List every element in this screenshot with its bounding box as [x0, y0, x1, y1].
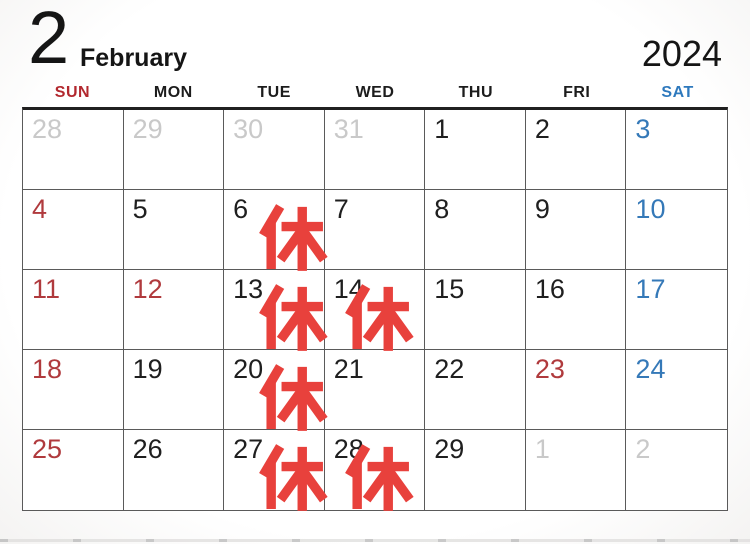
day-cell	[124, 430, 225, 510]
day-number: 3	[635, 114, 651, 144]
day-cell	[626, 350, 727, 430]
day-number: 14	[333, 274, 364, 304]
day-number: 5	[132, 194, 148, 224]
day-cell	[23, 270, 124, 350]
rest-day-mark-icon	[344, 444, 408, 508]
day-number: 15	[434, 274, 465, 304]
day-cell	[626, 270, 727, 350]
day-number: 7	[333, 194, 349, 224]
day-number: 6	[233, 194, 249, 224]
weekday-label-thu: THU	[458, 84, 494, 101]
day-number: 28	[32, 114, 63, 144]
day-number: 30	[233, 114, 264, 144]
rest-day-mark-icon	[258, 204, 322, 268]
day-number: 1	[534, 434, 550, 464]
day-cell	[23, 350, 124, 430]
day-cell	[124, 350, 225, 430]
day-cell	[224, 190, 325, 270]
day-cell	[526, 430, 627, 510]
day-number: 21	[333, 354, 364, 384]
day-number: 24	[635, 354, 666, 384]
rest-day-mark-icon	[344, 284, 408, 348]
day-cell	[224, 430, 325, 510]
day-number: 26	[132, 434, 163, 464]
day-number: 17	[635, 274, 666, 304]
day-cell	[526, 350, 627, 430]
day-number: 10	[635, 194, 666, 224]
weekday-label-tue: TUE	[257, 84, 291, 101]
day-number: 1	[434, 114, 450, 144]
day-cell	[224, 270, 325, 350]
day-cell	[124, 270, 225, 350]
rest-day-mark-icon	[258, 444, 322, 508]
day-cell	[325, 350, 426, 430]
day-number: 28	[333, 434, 364, 464]
day-number: 18	[32, 354, 63, 384]
day-number: 9	[534, 194, 550, 224]
weekday-label-sun: SUN	[54, 84, 91, 101]
day-cell	[425, 270, 526, 350]
day-number: 13	[233, 274, 264, 304]
weekday-label-wed: WED	[355, 84, 395, 101]
day-cell	[526, 270, 627, 350]
day-cell	[325, 110, 426, 190]
day-number: 29	[434, 434, 465, 464]
day-number: 25	[32, 434, 63, 464]
year-label: 2024	[641, 33, 722, 74]
month-number: 2	[28, 0, 68, 79]
day-number: 23	[534, 354, 565, 384]
day-number: 29	[132, 114, 163, 144]
day-number: 22	[434, 354, 465, 384]
day-number: 19	[132, 354, 163, 384]
calendar-grid	[22, 107, 728, 511]
day-cell	[626, 110, 727, 190]
day-cell	[23, 190, 124, 270]
day-number: 2	[534, 114, 550, 144]
day-cell	[224, 110, 325, 190]
day-cell	[626, 190, 727, 270]
day-number: 16	[534, 274, 565, 304]
day-cell	[23, 110, 124, 190]
day-number: 2	[635, 434, 651, 464]
day-cell	[325, 270, 426, 350]
day-number: 27	[233, 434, 264, 464]
weekday-label-fri: FRI	[563, 84, 591, 101]
day-cell	[23, 430, 124, 510]
day-cell	[526, 190, 627, 270]
weekday-label-sat: SAT	[661, 84, 694, 101]
weekday-header-row	[22, 84, 728, 102]
month-name: February	[80, 44, 187, 72]
day-cell	[325, 190, 426, 270]
day-number: 11	[32, 274, 61, 304]
day-cell	[425, 430, 526, 510]
day-cell	[425, 190, 526, 270]
day-cell	[526, 110, 627, 190]
next-page-edge-line	[0, 539, 750, 542]
rest-day-mark-icon	[258, 364, 322, 428]
day-number: 8	[434, 194, 450, 224]
day-number: 12	[132, 274, 163, 304]
day-cell	[124, 110, 225, 190]
day-number: 31	[333, 114, 364, 144]
day-cell	[425, 110, 526, 190]
day-number: 4	[32, 194, 48, 224]
weekday-label-mon: MON	[153, 84, 193, 101]
rest-day-mark-icon	[258, 284, 322, 348]
day-cell	[224, 350, 325, 430]
day-cell	[425, 350, 526, 430]
day-number: 20	[233, 354, 264, 384]
day-cell	[325, 430, 426, 510]
day-cell	[626, 430, 727, 510]
day-cell	[124, 190, 225, 270]
